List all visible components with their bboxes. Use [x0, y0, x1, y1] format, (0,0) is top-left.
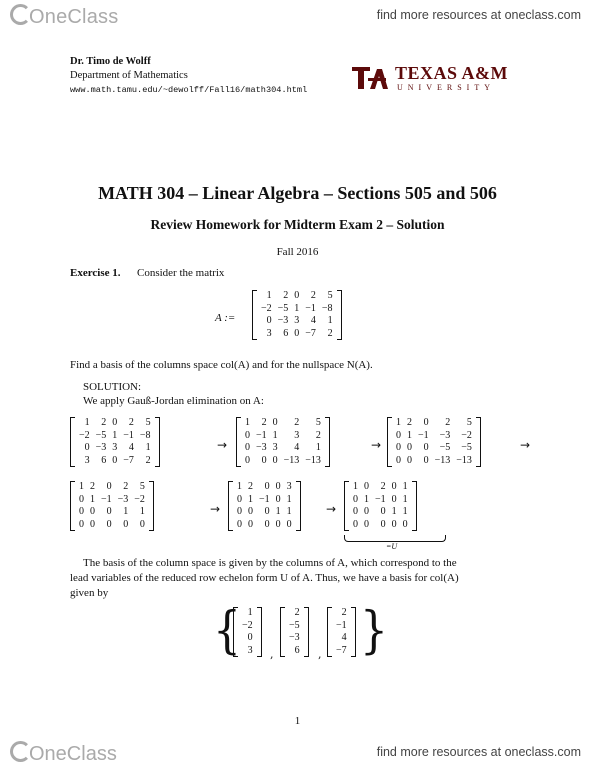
- matrix-cell: 0: [272, 417, 278, 428]
- matrix-cell: 1: [247, 607, 253, 618]
- course-url: www.math.tamu.edu/~dewolff/Fall16/math304.html: [70, 85, 308, 95]
- matrix-cell: 1: [139, 506, 145, 517]
- matrix-cell: 0: [264, 481, 270, 492]
- matrix-cell: 0: [139, 518, 145, 530]
- oneclass-logo[interactable]: [10, 4, 118, 29]
- matrix-cell: 0: [294, 327, 300, 339]
- matrix-cell: 1: [112, 429, 118, 441]
- matrix-cell: 0: [106, 518, 112, 530]
- matrix-cell: 1: [315, 442, 321, 453]
- matrix-cell: 1: [145, 442, 151, 453]
- matrix-cell: 2: [248, 481, 253, 492]
- matrix-cell: 0: [275, 493, 281, 505]
- matrix-cell: 2: [445, 417, 451, 428]
- matrix-cell: 0: [245, 442, 250, 453]
- matrix-cell: 0: [364, 481, 369, 492]
- tamu-university-label: UNIVERSITY: [397, 83, 495, 92]
- arrow-icon: →: [326, 502, 337, 516]
- matrix-cell: 1: [402, 493, 408, 505]
- matrix-cell: 4: [294, 442, 300, 453]
- arrow-icon: →: [210, 502, 221, 516]
- matrix-cell: −8: [139, 429, 151, 441]
- page-number: 1: [294, 715, 301, 727]
- arrow-icon: →: [520, 438, 531, 452]
- basis-vector-3: [327, 607, 356, 657]
- matrix-cell: 0: [90, 518, 95, 530]
- matrix-cell: 1: [275, 506, 281, 517]
- matrix-cell: 0: [364, 506, 369, 517]
- underbrace: [344, 535, 446, 542]
- matrix-cell: 0: [245, 454, 250, 466]
- matrix-cell: −5: [277, 302, 289, 314]
- matrix-cell: 0: [237, 518, 242, 530]
- matrix-cell: −3: [439, 429, 451, 441]
- matrix-cell: 0: [84, 442, 90, 453]
- matrix-cell: −1: [305, 302, 316, 314]
- matrix-cell: 3: [286, 481, 292, 492]
- right-brace-icon: }: [360, 601, 388, 660]
- matrix-cell: 0: [380, 518, 386, 530]
- oneclass-ring-icon: [10, 741, 31, 762]
- matrix-cell: 0: [237, 493, 242, 505]
- matrix-cell: 1: [396, 417, 401, 428]
- matrix-cell: 0: [396, 442, 401, 453]
- basis-vector-1: [233, 607, 262, 657]
- matrix-step-2: [236, 417, 330, 467]
- matrix-cell: 0: [79, 518, 84, 530]
- author-department: Department of Mathematics: [70, 70, 188, 81]
- matrix-rref-u: [344, 481, 417, 531]
- matrix-cell: 1: [84, 417, 90, 428]
- matrix-cell: 0: [396, 454, 401, 466]
- matrix-cell: 1: [245, 417, 250, 428]
- gauss-jordan-intro: We apply Gauß-Jordan elimination on A:: [83, 395, 264, 407]
- matrix-cell: 2: [380, 481, 386, 492]
- matrix-cell: 0: [391, 481, 397, 492]
- matrix-cell: 2: [294, 607, 300, 618]
- matrix-cell: 0: [391, 493, 397, 505]
- matrix-cell: −7: [123, 454, 134, 466]
- basis-vector-2: [280, 607, 309, 657]
- matrix-cell: −7: [336, 644, 347, 656]
- author-name: Dr. Timo de Wolff: [70, 56, 151, 67]
- matrix-cell: 0: [123, 518, 129, 530]
- matrix-cell: −1: [336, 619, 347, 631]
- matrix-cell: 2: [283, 290, 289, 301]
- matrix-cell: 0: [380, 506, 386, 517]
- matrix-cell: 0: [245, 429, 250, 441]
- matrix-cell: 1: [123, 506, 129, 517]
- matrix-a-label: A :=: [215, 312, 236, 324]
- matrix-cell: 1: [286, 493, 292, 505]
- matrix-cell: −5: [289, 619, 300, 631]
- oneclass-ring-icon: [10, 4, 31, 25]
- matrix-cell: 0: [407, 454, 412, 466]
- matrix-step-3: [387, 417, 481, 467]
- matrix-cell: 0: [264, 518, 270, 530]
- matrix-cell: 0: [402, 518, 408, 530]
- matrix-cell: 2: [341, 607, 347, 618]
- matrix-step-4: [70, 481, 154, 531]
- matrix-cell: 4: [310, 315, 316, 326]
- arrow-icon: →: [371, 438, 382, 452]
- matrix-step-5: [228, 481, 301, 531]
- matrix-cell: 0: [237, 506, 242, 517]
- matrix-cell: 1: [294, 302, 300, 314]
- matrix-cell: 1: [90, 493, 95, 505]
- basis-paragraph-line-2: lead variables of the reduced row echelon form U of A. Thus, we have a basis for col(A): [70, 572, 459, 584]
- matrix-cell: 2: [90, 481, 95, 492]
- matrix-cell: 0: [106, 506, 112, 517]
- matrix-cell: −1: [256, 429, 267, 441]
- matrix-cell: 2: [407, 417, 412, 428]
- matrix-cell: −5: [439, 442, 451, 453]
- matrix-cell: 1: [407, 429, 412, 441]
- matrix-cell: 0: [275, 481, 281, 492]
- matrix-cell: 0: [79, 506, 84, 517]
- matrix-cell: 3: [294, 315, 300, 326]
- matrix-cell: 1: [364, 493, 369, 505]
- matrix-cell: −3: [277, 315, 289, 326]
- document-term: Fall 2016: [276, 246, 319, 258]
- matrix-cell: −5: [95, 429, 107, 441]
- matrix-step-1: [70, 417, 160, 467]
- matrix-cell: 5: [327, 290, 333, 301]
- oneclass-resources-link[interactable]: find more resources at oneclass.com: [376, 8, 581, 22]
- matrix-cell: 2: [123, 481, 129, 492]
- basis-paragraph-line-1: The basis of the column space is given by the columns of A, which correspond to the: [83, 557, 457, 569]
- matrix-cell: −8: [321, 302, 333, 314]
- matrix-cell: −2: [79, 429, 90, 441]
- matrix-cell: 0: [248, 518, 253, 530]
- matrix-cell: 2: [315, 429, 321, 441]
- matrix-cell: 6: [101, 454, 107, 466]
- matrix-cell: −1: [375, 493, 386, 505]
- matrix-cell: −2: [461, 429, 472, 441]
- oneclass-logo-text: OneClass: [29, 743, 117, 765]
- document-subtitle: Review Homework for Midterm Exam 2 – Solution: [150, 217, 445, 232]
- matrix-cell: 1: [266, 290, 272, 301]
- matrix-cell: 0: [423, 417, 429, 428]
- matrix-cell: 1: [248, 493, 253, 505]
- matrix-cell: 0: [247, 632, 253, 643]
- matrix-cell: 2: [261, 417, 267, 428]
- matrix-cell: 0: [423, 442, 429, 453]
- matrix-cell: −1: [418, 429, 429, 441]
- tamu-wordmark: TEXAS A&M: [395, 63, 509, 83]
- matrix-cell: 2: [128, 417, 134, 428]
- matrix-cell: −3: [95, 442, 107, 453]
- matrix-cell: −1: [101, 493, 112, 505]
- matrix-cell: 0: [423, 454, 429, 466]
- matrix-cell: 0: [112, 417, 118, 428]
- matrix-cell: 0: [264, 506, 270, 517]
- matrix-cell: 3: [266, 327, 272, 339]
- matrix-cell: 1: [327, 315, 333, 326]
- matrix-cell: 1: [79, 481, 84, 492]
- basis-paragraph-line-3: given by: [70, 587, 109, 599]
- matrix-cell: 5: [139, 481, 145, 492]
- matrix-cell: 5: [145, 417, 151, 428]
- matrix-a: [252, 290, 342, 340]
- matrix-cell: 3: [84, 454, 90, 466]
- matrix-cell: 0: [112, 454, 118, 466]
- matrix-cell: 6: [294, 644, 300, 656]
- matrix-cell: 6: [283, 327, 289, 339]
- matrix-cell: −13: [434, 454, 451, 466]
- matrix-cell: −2: [261, 302, 272, 314]
- oneclass-logo-text: OneClass: [29, 6, 119, 28]
- matrix-cell: 0: [364, 518, 369, 530]
- matrix-cell: 5: [466, 417, 472, 428]
- matrix-cell: 0: [248, 506, 253, 517]
- matrix-cell: 1: [237, 481, 242, 492]
- matrix-cell: −2: [134, 493, 145, 505]
- matrix-cell: 3: [247, 644, 253, 656]
- matrix-cell: 2: [327, 327, 333, 339]
- matrix-cell: 0: [353, 506, 358, 517]
- matrix-cell: 1: [286, 506, 292, 517]
- matrix-cell: −2: [242, 619, 253, 631]
- exercise-label: Exercise 1.: [70, 267, 121, 279]
- matrix-cell: 2: [310, 290, 316, 301]
- matrix-cell: −3: [256, 442, 267, 453]
- matrix-cell: 0: [294, 290, 300, 301]
- matrix-cell: 0: [407, 442, 412, 453]
- oneclass-logo-footer[interactable]: [10, 741, 117, 766]
- matrix-cell: −7: [305, 327, 316, 339]
- matrix-cell: 0: [391, 518, 397, 530]
- matrix-cell: −13: [283, 454, 300, 466]
- left-brace-icon: {: [213, 601, 241, 660]
- matrix-cell: 2: [101, 417, 107, 428]
- oneclass-resources-link-footer[interactable]: find more resources at oneclass.com: [376, 745, 581, 759]
- comma-separator: ,: [270, 648, 274, 661]
- matrix-cell: 0: [275, 518, 281, 530]
- underbrace-label: =U: [386, 542, 398, 551]
- comma-separator: ,: [318, 648, 322, 661]
- matrix-cell: 4: [341, 632, 347, 643]
- matrix-cell: 1: [402, 481, 408, 492]
- matrix-cell: 1: [353, 481, 358, 492]
- arrow-icon: →: [217, 438, 228, 452]
- matrix-cell: 0: [79, 493, 84, 505]
- exercise-text: Consider the matrix: [137, 267, 225, 279]
- matrix-cell: 0: [261, 454, 267, 466]
- matrix-cell: 3: [112, 442, 118, 453]
- matrix-cell: 3: [272, 442, 278, 453]
- matrix-cell: −13: [456, 454, 472, 466]
- solution-label: SOLUTION:: [83, 381, 142, 393]
- matrix-cell: 0: [272, 454, 278, 466]
- matrix-cell: 0: [266, 315, 272, 326]
- matrix-cell: 1: [402, 506, 408, 517]
- tamu-atm-logo: [350, 64, 390, 92]
- matrix-cell: −3: [117, 493, 129, 505]
- matrix-cell: 0: [286, 518, 292, 530]
- matrix-cell: 0: [90, 506, 95, 517]
- matrix-cell: 2: [294, 417, 300, 428]
- document-title: MATH 304 – Linear Algebra – Sections 505 and 506: [98, 183, 497, 203]
- matrix-cell: 0: [353, 493, 358, 505]
- matrix-cell: 0: [353, 518, 358, 530]
- matrix-cell: 1: [391, 506, 397, 517]
- question-text: Find a basis of the columns space col(A) and for the nullspace N(A).: [70, 359, 373, 371]
- matrix-cell: 0: [396, 429, 401, 441]
- matrix-cell: 0: [106, 481, 112, 492]
- matrix-cell: 2: [145, 454, 151, 466]
- matrix-cell: 5: [315, 417, 321, 428]
- matrix-cell: −3: [289, 632, 300, 643]
- matrix-cell: 4: [128, 442, 134, 453]
- matrix-cell: −1: [123, 429, 134, 441]
- matrix-cell: −1: [259, 493, 270, 505]
- matrix-cell: −5: [461, 442, 472, 453]
- matrix-cell: 3: [294, 429, 300, 441]
- matrix-cell: −13: [305, 454, 321, 466]
- matrix-cell: 1: [272, 429, 278, 441]
